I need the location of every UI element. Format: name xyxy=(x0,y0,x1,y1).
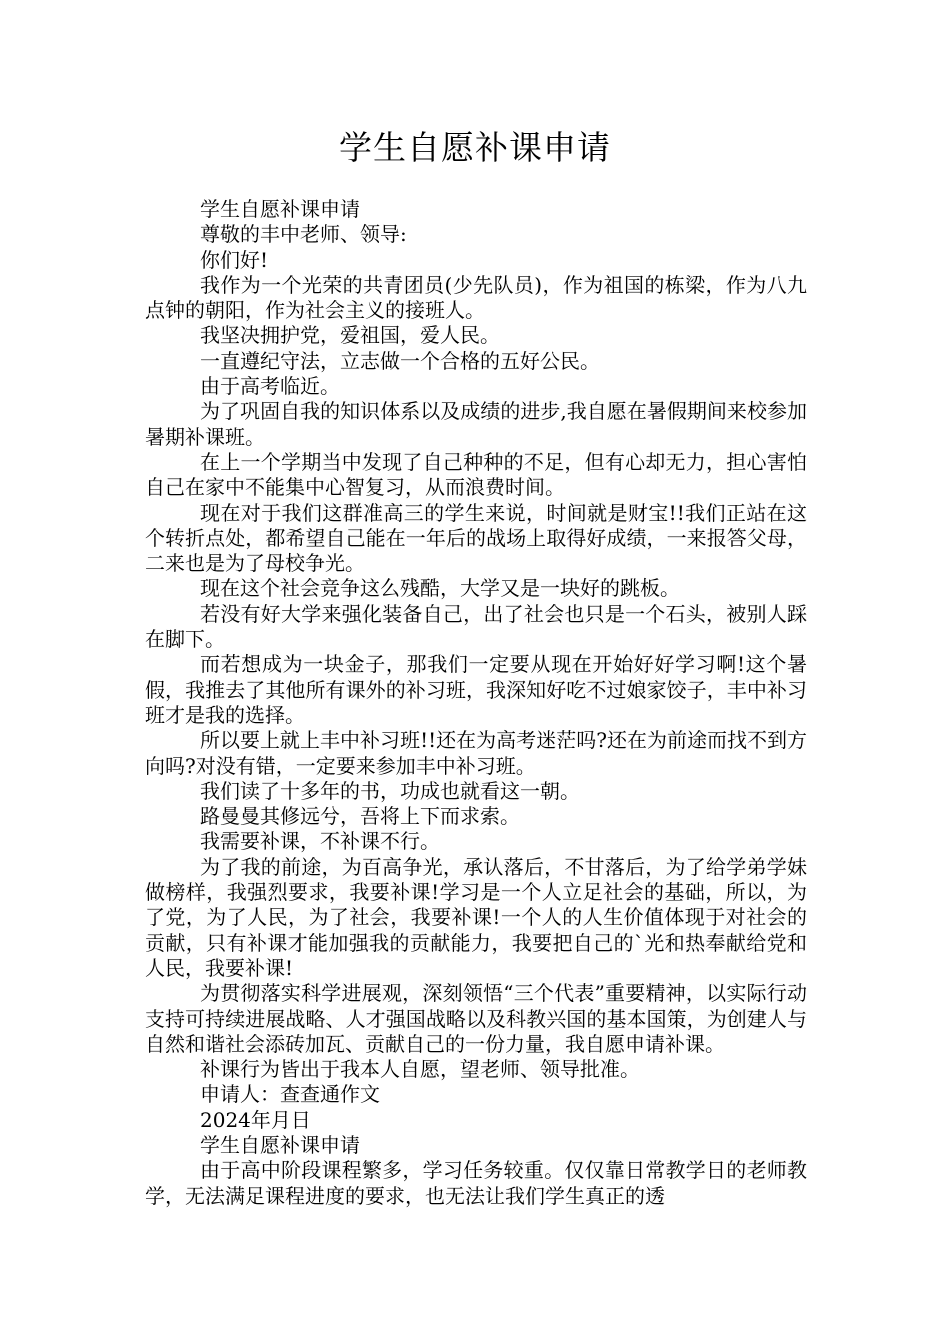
paragraph: 补课行为皆出于我本人自愿，望老师、领导批准。 xyxy=(200,1057,640,1082)
paragraph: 若没有好大学来强化装备自己，出了社会也只是一个石头，被别人踩在脚下。 xyxy=(145,601,807,652)
paragraph: 现在对于我们这群准高三的学生来说，时间就是财宝!!我们正站在这个转折点处，都希望自己能在一年后的战场上取得好成绩，一来报答父母，二来也是为了母校争光。 xyxy=(145,500,807,576)
paragraph: 我需要补课，不补课不行。 xyxy=(200,829,440,854)
paragraph: 现在这个社会竞争这么残酷，大学又是一块好的跳板。 xyxy=(200,576,680,601)
document-title: 学生自愿补课申请 xyxy=(339,128,611,167)
document-body xyxy=(145,197,807,1209)
salutation: 尊敬的丰中老师、领导: xyxy=(200,222,407,247)
paragraph: 我们读了十多年的书，功成也就看这一朝。 xyxy=(200,778,580,803)
paragraph: 而若想成为一块金子，那我们一定要从现在开始好好学习啊!这个暑假，我推去了其他所有课外的补习班，我深知好吃不过娘家饺子，丰中补习班才是我的选择。 xyxy=(145,652,807,727)
paragraph: 由于高考临近。 xyxy=(200,374,340,399)
paragraph: 所以要上就上丰中补习班!!还在为高考迷茫吗?还在为前途而找不到方向吗?对没有错，一定要来参加丰中补习班。 xyxy=(145,728,807,778)
paragraph: 路曼曼其修远兮，吾将上下而求索。 xyxy=(200,804,520,829)
greeting: 你们好! xyxy=(200,247,269,272)
paragraph: 我坚决拥护党，爱祖国，爱人民。 xyxy=(200,323,500,348)
paragraph: 一直遵纪守法，立志做一个合格的五好公民。 xyxy=(200,348,600,373)
paragraph: 为了我的前途，为百高争光，承认落后，不甘落后，为了给学弟学妹做榜样，我强烈要求，我要补课!学习是一个人立足社会的基础，所以，为了党，为了人民，为了社会，我要补课!一个人的人生价值体现于对社会的贡献，只有补课才能加强我的贡献能力，我要把自己的`光和热奉献给党和人民，我要补课! xyxy=(145,854,807,980)
section-heading: 学生自愿补课申请 xyxy=(200,1132,360,1157)
paragraph: 为贯彻落实科学进展观，深刻领悟“三个代表”重要精神，以实际行动支持可持续进展战略、人才强国战略以及科教兴国的基本国策，为创建人与自然和谐社会添砖加瓦、贡献自己的一份力量，我自愿申请补课。 xyxy=(145,981,807,1056)
paragraph: 在上一个学期当中发现了自己种种的不足，但有心却无力，担心害怕自己在家中不能集中心智复习，从而浪费时间。 xyxy=(145,449,807,500)
applicant-line: 申请人：查查通作文 xyxy=(200,1082,380,1107)
paragraph: 由于高中阶段课程繁多，学习任务较重。仅仅靠日常教学日的老师教学，无法满足课程进度的要求，也无法让我们学生真正的透 xyxy=(145,1158,807,1208)
paragraph: 我作为一个光荣的共青团员(少先队员)，作为祖国的栋梁，作为八九点钟的朝阳，作为社会主义的接班人。 xyxy=(145,272,807,323)
date-line: 2024年月日 xyxy=(200,1107,311,1132)
paragraph: 为了巩固自我的知识体系以及成绩的进步,我自愿在暑假期间来校参加暑期补课班。 xyxy=(145,399,807,449)
paragraph: 学生自愿补课申请 xyxy=(200,197,360,221)
